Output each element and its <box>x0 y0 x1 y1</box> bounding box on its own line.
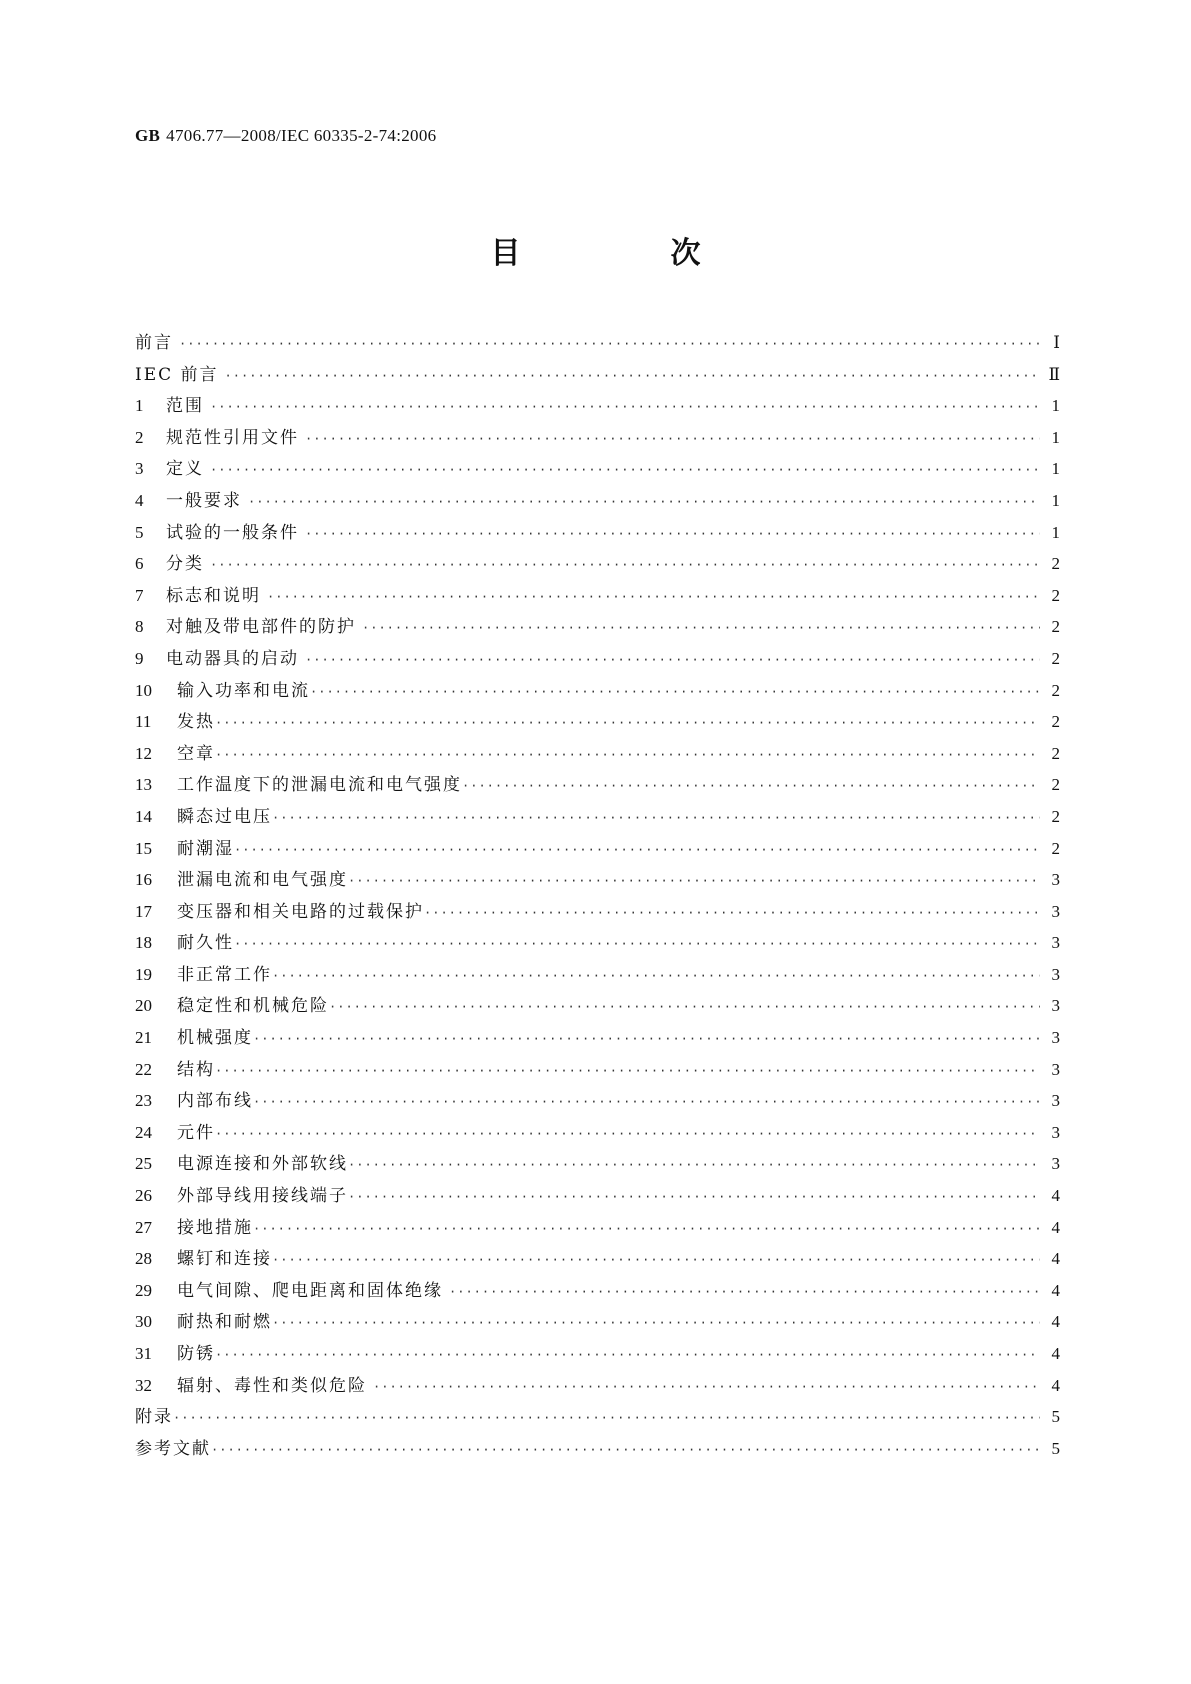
toc-entry-page: 3 <box>1051 870 1060 890</box>
toc-entry-label: 防锈 <box>177 1344 215 1364</box>
toc-dot-leader <box>272 1253 1040 1267</box>
toc-entry-label: 内部布线 <box>177 1091 253 1112</box>
toc-dot-leader <box>272 969 1040 983</box>
toc-entry-page: 4 <box>1051 1249 1060 1269</box>
toc-entry[interactable] <box>135 1244 1060 1276</box>
toc-dot-leader <box>215 1064 1040 1078</box>
toc-entry[interactable] <box>135 423 1060 455</box>
toc-entry-label: 规范性引用文件 <box>166 427 299 448</box>
toc-dot-leader <box>305 432 1040 446</box>
toc-dot-leader <box>267 590 1040 604</box>
toc-entry-page: 3 <box>1051 964 1060 984</box>
toc-entry-label: 机械强度 <box>177 1028 253 1049</box>
toc-entry-label: 耐久性 <box>177 933 234 954</box>
toc-entry[interactable] <box>135 360 1060 392</box>
toc-dot-leader <box>310 685 1040 699</box>
toc-entry-number: 21 <box>135 1028 152 1048</box>
toc-entry-number: 2 <box>135 427 144 447</box>
toc-entry-page: 4 <box>1051 1312 1060 1332</box>
toc-entry-page: 2 <box>1051 775 1060 795</box>
toc-entry-label: 耐热和耐燃 <box>177 1312 272 1333</box>
toc-entry-label: 耐潮湿 <box>177 838 234 859</box>
toc-entry-label: 电气间隙、爬电距离和固体绝缘 <box>177 1280 443 1301</box>
toc-entry-page: 2 <box>1051 585 1060 605</box>
toc-dot-leader <box>253 1222 1040 1236</box>
toc-dot-leader <box>215 1127 1040 1141</box>
toc-entry-page: 2 <box>1051 680 1060 700</box>
toc-entry-number: 8 <box>135 617 144 637</box>
toc-entry[interactable] <box>135 960 1060 992</box>
toc-entry-number: 23 <box>135 1091 152 1111</box>
toc-entry[interactable] <box>135 328 1060 360</box>
toc-entry-number: 25 <box>135 1154 152 1174</box>
toc-entry[interactable] <box>135 391 1060 423</box>
toc-entry-page: 4 <box>1051 1375 1060 1395</box>
table-of-contents <box>135 328 1060 1465</box>
toc-dot-leader <box>424 906 1040 920</box>
toc-entry-label: 工作温度下的泄漏电流和电气强度 <box>177 775 462 796</box>
toc-dot-leader <box>348 1190 1040 1204</box>
toc-dot-leader <box>215 748 1040 762</box>
toc-dot-leader <box>329 1000 1040 1014</box>
toc-entry-label: 元件 <box>177 1122 215 1143</box>
toc-entry[interactable] <box>135 1023 1060 1055</box>
toc-entry[interactable] <box>135 1371 1060 1403</box>
toc-entry[interactable] <box>135 739 1060 771</box>
toc-entry-number: 16 <box>135 870 152 890</box>
toc-entry[interactable] <box>135 1149 1060 1181</box>
toc-entry-page: 2 <box>1051 838 1060 858</box>
toc-entry-number: 12 <box>135 743 152 763</box>
toc-entry-number: 3 <box>135 459 144 479</box>
toc-dot-leader <box>362 621 1040 635</box>
toc-entry-number: 22 <box>135 1059 152 1079</box>
toc-entry-label: 附录 <box>135 1407 173 1428</box>
toc-entry[interactable] <box>135 991 1060 1023</box>
toc-entry-label: 范围 <box>166 396 204 417</box>
standard-prefix: GB <box>135 126 161 145</box>
toc-dot-leader <box>253 1032 1040 1046</box>
toc-entry[interactable] <box>135 1181 1060 1213</box>
toc-entry-number: 6 <box>135 554 144 574</box>
toc-entry[interactable] <box>135 707 1060 739</box>
toc-entry-page: 4 <box>1051 1344 1060 1363</box>
toc-dot-leader <box>348 874 1040 888</box>
toc-entry-page: 3 <box>1051 996 1060 1016</box>
toc-entry-label: 螺钉和连接 <box>177 1249 272 1270</box>
toc-entry-number: 20 <box>135 996 152 1016</box>
toc-entry-label: 前言 <box>135 333 173 353</box>
toc-entry[interactable] <box>135 676 1060 708</box>
toc-entry-page: 5 <box>1051 1438 1060 1458</box>
toc-entry-label: 外部导线用接线端子 <box>177 1186 348 1207</box>
toc-entry-label: 变压器和相关电路的过载保护 <box>177 901 424 922</box>
toc-entry-label: 泄漏电流和电气强度 <box>177 870 348 891</box>
toc-entry-number: 29 <box>135 1280 152 1300</box>
toc-entry-label: 一般要求 <box>166 490 242 511</box>
toc-entry-page: 1 <box>1051 490 1060 510</box>
toc-dot-leader <box>173 1411 1040 1425</box>
toc-entry-number: 17 <box>135 901 152 921</box>
toc-entry-label: 分类 <box>166 554 204 575</box>
toc-entry-number: 7 <box>135 585 144 605</box>
toc-entry-number: 9 <box>135 648 144 668</box>
toc-entry-page: Ⅰ <box>1053 333 1060 352</box>
toc-entry-page: 1 <box>1051 522 1060 542</box>
toc-dot-leader <box>348 1158 1040 1172</box>
toc-entry-page: 3 <box>1051 1059 1060 1079</box>
toc-entry[interactable] <box>135 1339 1060 1371</box>
toc-entry[interactable] <box>135 1434 1060 1466</box>
toc-entry-label: 稳定性和机械危险 <box>177 996 329 1017</box>
toc-dot-leader <box>225 369 1040 383</box>
toc-title: 目 次 <box>490 236 761 271</box>
toc-entry[interactable] <box>135 486 1060 518</box>
toc-entry[interactable] <box>135 644 1060 676</box>
toc-entry-label: 结构 <box>177 1059 215 1080</box>
toc-entry[interactable] <box>135 1402 1060 1434</box>
toc-entry-number: 1 <box>135 396 144 416</box>
toc-entry-number: 26 <box>135 1186 152 1206</box>
toc-entry-label: 瞬态过电压 <box>177 806 272 827</box>
toc-entry[interactable] <box>135 865 1060 897</box>
toc-dot-leader <box>210 558 1040 572</box>
toc-entry[interactable] <box>135 770 1060 802</box>
toc-entry-label: IEC 前言 <box>135 364 219 385</box>
toc-entry-page: 2 <box>1051 743 1060 763</box>
toc-entry[interactable] <box>135 1055 1060 1087</box>
toc-entry-number: 10 <box>135 680 152 700</box>
toc-entry-number: 18 <box>135 933 152 953</box>
toc-entry-page: 3 <box>1051 1028 1060 1048</box>
toc-entry-page: 3 <box>1051 901 1060 921</box>
toc-entry-page: 2 <box>1051 806 1060 826</box>
toc-entry-number: 28 <box>135 1249 152 1269</box>
toc-entry-page: 1 <box>1051 459 1060 479</box>
toc-entry-page: 2 <box>1051 554 1060 574</box>
toc-entry-page: 4 <box>1051 1280 1060 1300</box>
toc-entry-page: 3 <box>1051 1154 1060 1174</box>
toc-entry-number: 19 <box>135 964 152 984</box>
toc-dot-leader <box>210 463 1040 477</box>
toc-entry-page: 3 <box>1051 1122 1060 1142</box>
toc-entry-number: 5 <box>135 522 144 542</box>
toc-entry-number: 24 <box>135 1122 152 1142</box>
toc-dot-leader <box>305 653 1040 667</box>
toc-entry-label: 电源连接和外部软线 <box>177 1154 348 1175</box>
toc-dot-leader <box>234 843 1040 857</box>
toc-entry-page: 3 <box>1051 1091 1060 1111</box>
toc-entry-number: 13 <box>135 775 152 795</box>
toc-entry-label: 参考文献 <box>135 1438 211 1459</box>
toc-entry[interactable] <box>135 518 1060 550</box>
toc-entry[interactable] <box>135 1276 1060 1308</box>
toc-entry-label: 对触及带电部件的防护 <box>166 617 356 638</box>
toc-dot-leader <box>211 1443 1040 1457</box>
toc-entry-label: 辐射、毒性和类似危险 <box>177 1375 367 1396</box>
toc-entry-number: 11 <box>135 712 152 732</box>
toc-entry-number: 27 <box>135 1217 152 1237</box>
toc-entry-label: 空章 <box>177 743 215 764</box>
toc-entry[interactable] <box>135 581 1060 613</box>
toc-entry[interactable] <box>135 897 1060 929</box>
toc-entry-label: 发热 <box>177 712 215 733</box>
standard-number: 4706.77—2008/IEC 60335-2-74:2006 <box>166 126 437 145</box>
toc-dot-leader <box>449 1285 1040 1299</box>
toc-dot-leader <box>253 1095 1040 1109</box>
toc-dot-leader <box>215 1348 1040 1362</box>
toc-entry-label: 非正常工作 <box>177 964 272 985</box>
toc-entry[interactable] <box>135 549 1060 581</box>
toc-entry-page: 2 <box>1051 617 1060 637</box>
toc-entry-page: 2 <box>1051 712 1060 732</box>
toc-dot-leader <box>210 400 1040 414</box>
toc-dot-leader <box>373 1380 1040 1394</box>
toc-entry-label: 试验的一般条件 <box>166 522 299 543</box>
toc-entry[interactable] <box>135 1086 1060 1118</box>
toc-dot-leader <box>179 337 1040 351</box>
toc-dot-leader <box>272 1316 1040 1330</box>
toc-entry[interactable] <box>135 1307 1060 1339</box>
toc-entry[interactable] <box>135 928 1060 960</box>
toc-entry-label: 电动器具的启动 <box>166 648 299 669</box>
toc-entry[interactable] <box>135 612 1060 644</box>
toc-entry-number: 15 <box>135 838 152 858</box>
toc-dot-leader <box>272 811 1040 825</box>
toc-entry[interactable] <box>135 802 1060 834</box>
toc-dot-leader <box>462 779 1040 793</box>
toc-entry-number: 31 <box>135 1344 152 1363</box>
toc-entry-number: 4 <box>135 490 144 510</box>
toc-entry[interactable] <box>135 1213 1060 1245</box>
toc-dot-leader <box>248 495 1040 509</box>
toc-dot-leader <box>305 527 1040 541</box>
toc-entry-label: 接地措施 <box>177 1217 253 1238</box>
toc-entry[interactable] <box>135 1118 1060 1150</box>
toc-entry-page: 4 <box>1051 1217 1060 1237</box>
toc-entry-page: 5 <box>1051 1407 1060 1427</box>
toc-entry-label: 标志和说明 <box>166 585 261 606</box>
toc-entry-label: 输入功率和电流 <box>177 680 310 701</box>
toc-entry-page: 1 <box>1051 396 1060 416</box>
toc-dot-leader <box>215 716 1040 730</box>
toc-dot-leader <box>234 937 1040 951</box>
toc-entry-number: 32 <box>135 1375 152 1395</box>
toc-entry-page: 4 <box>1051 1186 1060 1206</box>
toc-entry[interactable] <box>135 834 1060 866</box>
standard-code <box>135 126 436 146</box>
toc-entry-number: 14 <box>135 806 152 826</box>
toc-entry-number: 30 <box>135 1312 152 1332</box>
toc-entry-page: 3 <box>1051 933 1060 953</box>
toc-entry[interactable] <box>135 454 1060 486</box>
toc-entry-page: 1 <box>1051 427 1060 447</box>
toc-entry-page: Ⅱ <box>1048 364 1060 384</box>
toc-entry-page: 2 <box>1051 648 1060 668</box>
toc-entry-label: 定义 <box>166 459 204 480</box>
